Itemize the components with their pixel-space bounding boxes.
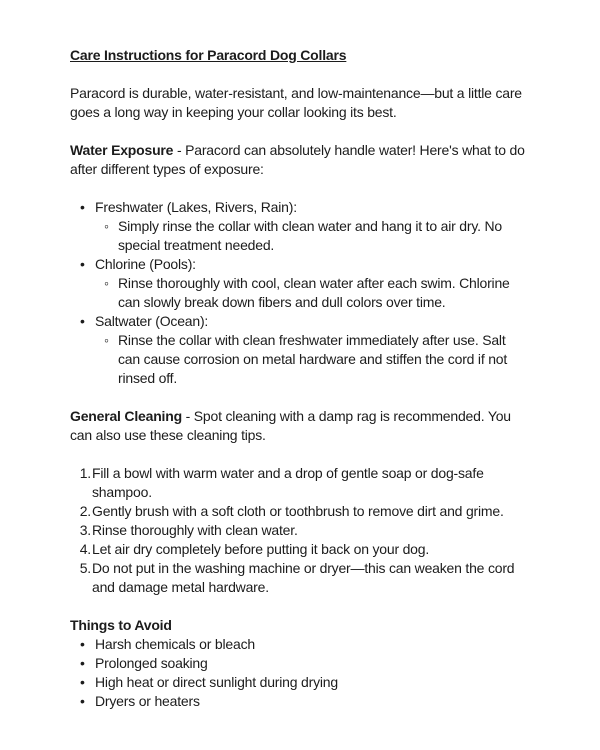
list-item-label: Saltwater (Ocean): — [95, 313, 209, 329]
chlorine-sublist — [95, 274, 530, 312]
avoid-item — [70, 654, 530, 673]
general-cleaning-text: - Spot cleaning with a damp rag is recommended. You can also use these cleaning tips. — [70, 408, 511, 443]
list-item-label: Freshwater (Lakes, Rivers, Rain): — [95, 199, 297, 215]
avoid-item — [70, 673, 530, 692]
saltwater-sublist — [95, 331, 530, 388]
avoid-item-text: Harsh chemicals or bleach — [95, 636, 255, 652]
avoid-item — [70, 635, 530, 654]
cleaning-step — [70, 464, 530, 502]
cleaning-step-text: Let air dry completely before putting it back on your dog. — [92, 541, 430, 557]
general-cleaning-heading: General Cleaning — [70, 408, 182, 424]
things-to-avoid-list — [70, 635, 530, 711]
water-exposure-heading: Water Exposure — [70, 142, 174, 158]
things-to-avoid-heading: Things to Avoid — [70, 617, 172, 633]
list-item-label: Chlorine (Pools): — [95, 256, 196, 272]
water-exposure-list — [70, 198, 530, 388]
water-exposure-text: - Paracord can absolutely handle water! Here's what to do after different types of exposure: — [70, 142, 525, 177]
list-subitem — [95, 331, 530, 388]
cleaning-step — [70, 559, 530, 597]
cleaning-step-text: Rinse thoroughly with clean water. — [92, 522, 298, 538]
cleaning-step — [70, 540, 530, 559]
avoid-item-text: Prolonged soaking — [95, 655, 208, 671]
cleaning-steps-list — [70, 464, 530, 597]
freshwater-sublist — [95, 217, 530, 255]
list-subitem-text: Simply rinse the collar with clean water and hang it to air dry. No special treatment needed. — [118, 218, 502, 253]
avoid-item-text: High heat or direct sunlight during drying — [95, 674, 338, 690]
avoid-item-text: Dryers or heaters — [95, 693, 200, 709]
list-subitem — [95, 217, 530, 255]
list-item-chlorine — [70, 255, 530, 312]
avoid-item — [70, 692, 530, 711]
cleaning-step-text: Do not put in the washing machine or dryer—this can weaken the cord and damage metal hardware. — [92, 560, 515, 595]
cleaning-step-text: Fill a bowl with warm water and a drop of gentle soap or dog-safe shampoo. — [92, 465, 484, 500]
list-item-freshwater — [70, 198, 530, 255]
general-cleaning-paragraph — [70, 407, 530, 445]
intro-paragraph: Paracord is durable, water-resistant, and low-maintenance—but a little care goes a long way in keeping your collar looking its best. — [70, 85, 522, 120]
document-title: Care Instructions for Paracord Dog Collars — [70, 47, 347, 63]
list-subitem-text: Rinse the collar with clean freshwater immediately after use. Salt can cause corrosion on metal hardware and stiffen the cord if not rinsed off. — [118, 332, 508, 386]
cleaning-step — [70, 521, 530, 540]
list-subitem-text: Rinse thoroughly with cool, clean water after each swim. Chlorine can slowly break down fibers and dull colors over time. — [118, 275, 510, 310]
list-item-saltwater — [70, 312, 530, 388]
cleaning-step — [70, 502, 530, 521]
cleaning-step-text: Gently brush with a soft cloth or toothbrush to remove dirt and grime. — [92, 503, 504, 519]
water-exposure-paragraph — [70, 141, 530, 179]
list-subitem — [95, 274, 530, 312]
